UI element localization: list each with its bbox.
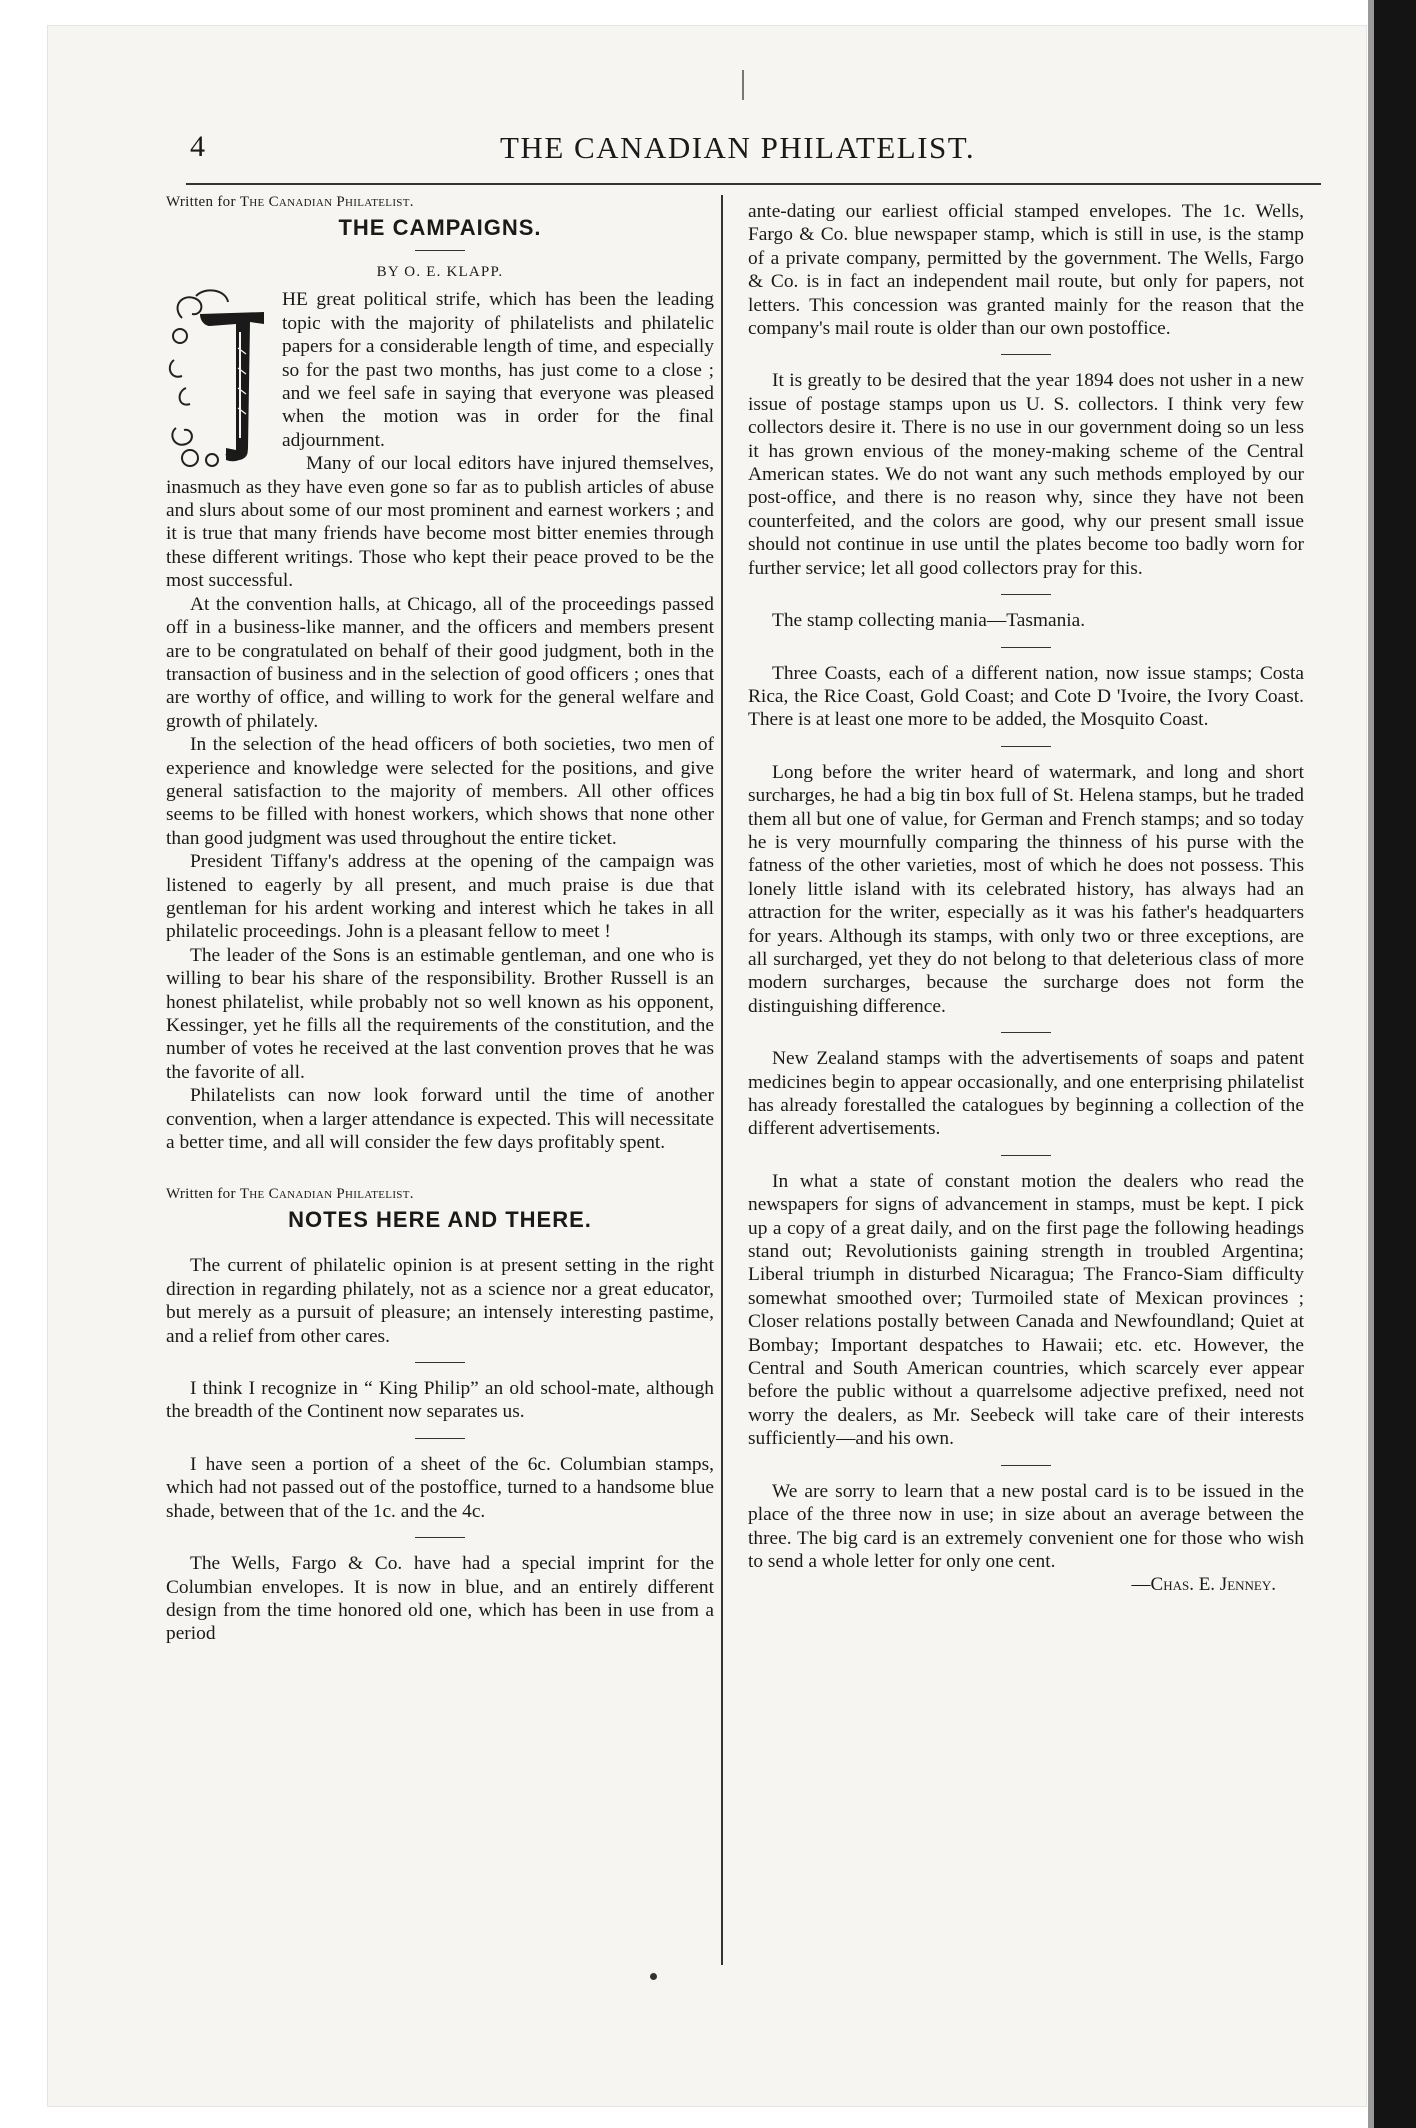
paragraph: The leader of the Sons is an estimable gentleman, and one who is willing to bear his share of the responsibility. Brother Russell is an honest philatelist, while probably not so well known as his opponent, Kessinger, yet he fills all the requirements of the constitution, and the number of votes he received at the last convention proves that he was the favorite of all. [166,944,714,1083]
note-paragraph: In what a state of constant motion the dealers who read the newspapers for signs of advancement in stamps, must be kept. I pick up a copy of a great daily, and on the first page the following headings stand out; Revolutionists gaining strength in troubled Argentina; Liberal triumph in disturbed Nicaragua; The Franco-Siam difficulty somewhat smoothed over; Turmoiled state of Mexican provinces ; Closer relations postally between Canada and Newfoundland; Quiet at Bombay; Important despatches to Hawaii; etc. etc. However, the Central and South American countries, which scarcely ever appear before the public without a quarrelsome adjective prefixed, need not worry the dealers, as Mr. Seebeck will take care of their interests sufficiently—and his own. [748,1170,1304,1450]
note-paragraph: The Wells, Fargo & Co. have had a special imprint for the Columbian envelopes. It is now in blue, and an entirely different design from the time honored old one, which has been in use from a period [166,1553,714,1645]
note-paragraph: It is greatly to be desired that the year 1894 does not usher in a new issue of postage stamps upon us U. S. collectors. I think very few collectors desire it. There is no use in our government doing so un less it has grown envious of the money-making scheme of the Central American states. We do not want any such methods employed by our post-office, and there is no reason why, since they have not been counterfeited, and the colors are good, why our present small issue should not continue in use until the plates become too badly worn for further service; let all good collectors pray for this. [748,370,1304,579]
note-separator [415,1537,465,1538]
signature: —Chas. E. Jenney. [1131,1574,1276,1596]
paragraph: President Tiffany's address at the opening of the campaign was listened to eagerly by all present, and much praise is due that gentleman for his ardent working and interest which he takes in all philatelic proceedings. John is a pleasant fellow to meet ! [166,851,714,943]
note-paragraph: The current of philatelic opinion is at present setting in the right direction in regarding philately, not as a science nor a great educator, but merely as a pursuit of pleasure; an intensely interesting pastime, and a relief from other cares. [166,1255,714,1347]
written-for-note: Written for The Canadian Philatelist. [166,194,414,210]
note-separator [1001,1032,1051,1033]
paragraph: In the selection of the head officers of both societies, two men of experience and knowledge were selected for the positions, and give general satisfaction to the majority of members. All other offices seems to be filled with honest workers, which shows that none other than good judgment was used throughout the entire ticket. [166,734,714,849]
ornate-drop-cap-icon [166,288,272,472]
note-separator [1001,354,1051,355]
note-paragraph: Three Coasts, each of a different nation, now issue stamps; Costa Rica, the Rice Coast, Gold Coast; and Cote D 'Ivoire, the Ivory Coast. There is at least one more to be added, the Mosquito Coast. [748,662,1304,731]
svg-text:T: T [167,289,168,291]
journal-title: THE CANADIAN PHILATELIST. [500,130,976,165]
scan-mark [742,70,744,100]
note-separator [415,1362,465,1363]
article-title-notes: NOTES HERE AND THERE. [288,1207,592,1233]
note-paragraph: The stamp collecting mania—Tasmania. [772,610,1086,632]
article-title-campaigns: THE CAMPAIGNS. [338,215,542,240]
title-rule [415,250,465,251]
byline: BY O. E. KLAPP. [376,264,504,280]
paragraph: HE great political strife, which has been the leading topic with the majority of philatelists and philatelic papers for a considerable length of time, and especially so for the past two months, has just come to a close ; and we feel safe in saying that everyone was pleased when the motion was in order for the final adjournment. [282,289,714,451]
note-separator [1001,1155,1051,1156]
note-paragraph: Long before the writer heard of watermark, and long and short surcharges, he had a big tin box full of St. Helena stamps, but he traded them all but one of value, for German and French stamps; and so today he is very mournfully comparing the thinness of his purse with the fatness of the other varieties, most of which he does not possess. This lonely little island with its celebrated history, has always had an attraction for the writer, especially as it was his father's headquarters for years. Although its stamps, with only two or three exceptions, are all surcharged, yet they do not belong to that deleterious class of more modern surcharges, because the surcharge does not form the distinguishing difference. [748,761,1304,1017]
paragraph: At the convention halls, at Chicago, all of the proceedings passed off in a business-like manner, and the officers and members present are to be congratulated on behalf of their good judgment, both in the transaction of business and in the selection of good officers ; ones that are worthy of office, and willing to work for the general welfare and growth of philately. [166,593,714,732]
right-column [748,200,1304,1597]
note-separator [1001,1465,1051,1466]
continuation-dot [650,1973,657,1980]
note-separator [415,1438,465,1439]
note-separator [1001,746,1051,747]
note-paragraph: New Zealand stamps with the advertisements of soaps and patent medicines begin to appear occasionally, and one enterprising philatelist has already forestalled the catalogues by beginning a collection of the different advertisements. [748,1048,1304,1140]
paragraph: Philatelists can now look forward until the time of another convention, when a larger attendance is expected. This will necessitate a better time, and all will consider the few days profitably spent. [166,1085,714,1154]
note-paragraph: ante-dating our earliest official stamped envelopes. The 1c. Wells, Fargo & Co. blue newspaper stamp, which is still in use, is the stamp of a private company, permitted by the government. The Wells, Fargo & Co. is in fact an independent mail route, but only for papers, not letters. This concession was granted mainly for the reason that the company's mail route is older than our own postoffice. [748,201,1304,340]
page-number: 4 [190,130,205,163]
paragraph: Many of our local editors have injured themselves, inasmuch as they have even gone so far as to publish articles of abuse and slurs about some of our most prominent and earnest workers ; and it is true that many friends have become most bitter enemies through these different writings. Those who kept their peace proved to be the most successful. [166,453,714,592]
header-rule [186,183,1321,185]
book-spine [1374,0,1416,2128]
note-paragraph: We are sorry to learn that a new postal card is to be issued in the place of the three now in use; in size about an average between the three. The big card is an extremely convenient one for those who wish to send a whole letter for only one cent. [748,1480,1304,1572]
left-column [166,192,714,1646]
column-divider [721,195,723,1965]
page-header [190,130,1320,180]
note-paragraph: I think I recognize in “ King Philip” an old school-mate, although the breadth of the Continent now separates us. [166,1378,714,1423]
note-paragraph: I have seen a portion of a sheet of the 6c. Columbian stamps, which had not passed out of the postoffice, turned to a handsome blue shade, between that of the 1c. and the 4c. [166,1453,714,1522]
note-separator [1001,647,1051,648]
note-separator [1001,594,1051,595]
written-for-note: Written for The Canadian Philatelist. [166,1186,414,1203]
